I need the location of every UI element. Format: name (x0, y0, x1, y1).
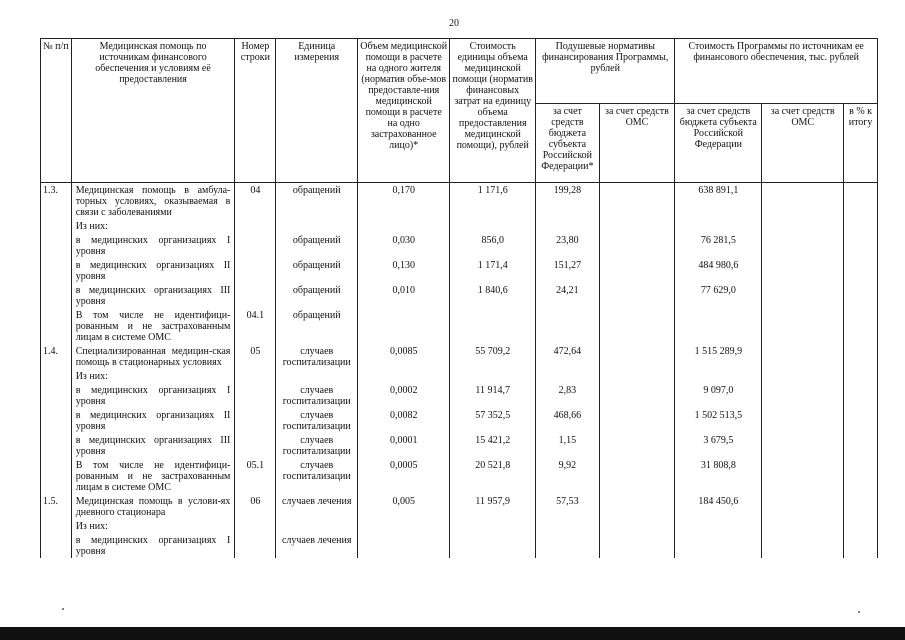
row-name: Специализированная медицин-ская помощь в стационарных условиях (71, 344, 235, 369)
row-name: в медицинских организациях III уровня (71, 433, 235, 458)
row-prog-budget: 76 281,5 (675, 233, 762, 258)
row-percap-budget (536, 308, 599, 344)
row-unit: случаев госпитализации (276, 458, 358, 494)
row-percap-budget: 9,92 (536, 458, 599, 494)
table-row (41, 408, 878, 433)
row-prog-budget (675, 369, 762, 383)
row-name: в медицинских организациях I уровня (71, 383, 235, 408)
table-row (41, 458, 878, 494)
row-percap-oms (599, 433, 675, 458)
row-name: В том числе не идентифици-рованным и не застрахованным лицам в системе ОМС (71, 458, 235, 494)
row-name: Из них: (71, 519, 235, 533)
row-prog-budget: 77 629,0 (675, 283, 762, 308)
row-percent (844, 183, 878, 220)
row-number (41, 433, 72, 458)
row-name: в медицинских организациях I уровня (71, 233, 235, 258)
row-unit: случаев госпитализации (276, 383, 358, 408)
row-unit (276, 219, 358, 233)
row-percap-budget: 151,27 (536, 258, 599, 283)
row-percap-budget: 472,64 (536, 344, 599, 369)
row-number (41, 219, 72, 233)
row-number: 1.5. (41, 494, 72, 519)
row-volume: 0,170 (358, 183, 450, 220)
row-prog-oms (762, 183, 844, 220)
row-number (41, 233, 72, 258)
row-name: Из них: (71, 219, 235, 233)
row-prog-budget: 484 980,6 (675, 258, 762, 283)
row-percap-oms (599, 183, 675, 220)
row-percent (844, 219, 878, 233)
row-prog-budget: 638 891,1 (675, 183, 762, 220)
row-number (41, 533, 72, 558)
scan-speck (62, 608, 64, 610)
row-volume: 0,0002 (358, 383, 450, 408)
row-volume: 0,130 (358, 258, 450, 283)
row-percap-budget (536, 369, 599, 383)
row-prog-oms (762, 219, 844, 233)
row-number (41, 458, 72, 494)
row-volume (358, 519, 450, 533)
row-percap-oms (599, 458, 675, 494)
row-code: 05.1 (235, 458, 276, 494)
header-unit: Единица измерения (276, 39, 358, 183)
scan-speck (858, 611, 860, 613)
row-volume: 0,0001 (358, 433, 450, 458)
row-unit: обращений (276, 233, 358, 258)
row-percap-oms (599, 233, 675, 258)
row-prog-budget (675, 519, 762, 533)
row-percent (844, 233, 878, 258)
header-prog-oms: за счет средств ОМС (762, 104, 844, 183)
financing-table (40, 38, 878, 558)
row-cost: 1 840,6 (450, 283, 536, 308)
header-cost: Стоимость единицы объема медицинской помощи (норматив финансовых затрат на единицу объема предоставления медицинской помощи), рублей (450, 39, 536, 183)
row-unit: обращений (276, 283, 358, 308)
row-name: в медицинских организациях I уровня (71, 533, 235, 558)
header-num: № п/п (41, 39, 72, 183)
row-code (235, 369, 276, 383)
row-code (235, 283, 276, 308)
row-cost (450, 308, 536, 344)
row-cost: 15 421,2 (450, 433, 536, 458)
row-percap-oms (599, 408, 675, 433)
table-row (41, 183, 878, 220)
row-name: в медицинских организациях III уровня (71, 283, 235, 308)
table-row (41, 433, 878, 458)
row-prog-budget: 31 808,8 (675, 458, 762, 494)
row-number (41, 283, 72, 308)
row-unit: случаев лечения (276, 533, 358, 558)
row-code (235, 219, 276, 233)
row-number (41, 369, 72, 383)
row-volume: 0,0005 (358, 458, 450, 494)
row-prog-oms (762, 533, 844, 558)
row-cost: 20 521,8 (450, 458, 536, 494)
table-row (41, 369, 878, 383)
row-prog-oms (762, 308, 844, 344)
row-percap-oms (599, 369, 675, 383)
row-cost (450, 519, 536, 533)
row-unit: случаев госпитализации (276, 408, 358, 433)
row-prog-budget: 1 502 513,5 (675, 408, 762, 433)
header-percapita-group: Подушевые нормативы финансирования Программы, рублей (536, 39, 675, 104)
row-prog-oms (762, 458, 844, 494)
row-percap-oms (599, 533, 675, 558)
row-volume (358, 219, 450, 233)
row-number: 1.3. (41, 183, 72, 220)
row-cost: 1 171,6 (450, 183, 536, 220)
row-code (235, 233, 276, 258)
row-number (41, 519, 72, 533)
row-unit: случаев лечения (276, 494, 358, 519)
row-unit: обращений (276, 258, 358, 283)
row-prog-budget (675, 533, 762, 558)
row-prog-budget (675, 308, 762, 344)
row-prog-budget: 184 450,6 (675, 494, 762, 519)
row-prog-budget (675, 219, 762, 233)
row-unit: случаев госпитализации (276, 433, 358, 458)
row-name: Медицинская помощь в амбула-торных условиях, оказываемая в связи с заболеваниями (71, 183, 235, 220)
header-volume: Объем медицинской помощи в расчете на одного жителя (норматив объе-мов предоставле-ния медицинской помощи в расчете на одно застрахованное лицо)* (358, 39, 450, 183)
table-row (41, 519, 878, 533)
row-volume: 0,0085 (358, 344, 450, 369)
row-code: 05 (235, 344, 276, 369)
row-cost: 55 709,2 (450, 344, 536, 369)
row-number (41, 383, 72, 408)
row-percap-oms (599, 283, 675, 308)
table-row (41, 494, 878, 519)
row-percent (844, 258, 878, 283)
scan-border-bar (0, 627, 905, 640)
row-percap-budget (536, 533, 599, 558)
row-cost (450, 533, 536, 558)
row-cost: 57 352,5 (450, 408, 536, 433)
row-name: Из них: (71, 369, 235, 383)
row-name: В том числе не идентифици-рованным и не застрахованным лицам в системе ОМС (71, 308, 235, 344)
row-prog-oms (762, 233, 844, 258)
row-percent (844, 408, 878, 433)
header-row: Номер строки (235, 39, 276, 183)
page-number: 20 (449, 18, 459, 29)
row-prog-oms (762, 258, 844, 283)
header-percap-oms: за счет средств ОМС (599, 104, 675, 183)
table-row (41, 533, 878, 558)
row-prog-budget: 3 679,5 (675, 433, 762, 458)
row-number (41, 258, 72, 283)
row-volume (358, 308, 450, 344)
row-number (41, 408, 72, 433)
row-percap-oms (599, 494, 675, 519)
table-row (41, 219, 878, 233)
row-code (235, 533, 276, 558)
row-unit: обращений (276, 308, 358, 344)
table-row (41, 383, 878, 408)
row-percap-budget: 2,83 (536, 383, 599, 408)
header-percent: в % к итогу (844, 104, 878, 183)
table-row (41, 258, 878, 283)
row-code (235, 258, 276, 283)
row-code: 04.1 (235, 308, 276, 344)
row-percap-oms (599, 344, 675, 369)
header-program-group: Стоимость Программы по источникам ее финансового обеспечения, тыс. рублей (675, 39, 878, 104)
row-percent (844, 433, 878, 458)
header-percap-budget: за счет средств бюджета субъекта Российской Федерации* (536, 104, 599, 183)
row-percap-budget: 468,66 (536, 408, 599, 433)
row-percap-budget: 23,80 (536, 233, 599, 258)
row-percap-oms (599, 519, 675, 533)
row-volume: 0,010 (358, 283, 450, 308)
row-cost: 1 171,4 (450, 258, 536, 283)
table-row (41, 233, 878, 258)
table-row (41, 344, 878, 369)
row-percap-budget: 1,15 (536, 433, 599, 458)
row-percent (844, 283, 878, 308)
row-volume: 0,0082 (358, 408, 450, 433)
row-volume (358, 533, 450, 558)
row-percent (844, 533, 878, 558)
row-percap-budget: 57,53 (536, 494, 599, 519)
row-cost: 856,0 (450, 233, 536, 258)
row-prog-oms (762, 519, 844, 533)
row-cost: 11 957,9 (450, 494, 536, 519)
table-body (41, 183, 878, 559)
row-code (235, 433, 276, 458)
row-code: 04 (235, 183, 276, 220)
row-percap-oms (599, 308, 675, 344)
row-percap-budget (536, 219, 599, 233)
row-volume: 0,030 (358, 233, 450, 258)
row-prog-oms (762, 344, 844, 369)
row-code (235, 408, 276, 433)
row-percent (844, 369, 878, 383)
row-code (235, 383, 276, 408)
row-unit (276, 519, 358, 533)
row-cost (450, 219, 536, 233)
row-percap-oms (599, 383, 675, 408)
row-cost (450, 369, 536, 383)
row-prog-oms (762, 494, 844, 519)
row-percent (844, 494, 878, 519)
row-prog-budget: 9 097,0 (675, 383, 762, 408)
row-prog-budget: 1 515 289,9 (675, 344, 762, 369)
row-prog-oms (762, 433, 844, 458)
table-row (41, 308, 878, 344)
table-row (41, 283, 878, 308)
row-code: 06 (235, 494, 276, 519)
row-name: в медицинских организациях II уровня (71, 408, 235, 433)
header-name: Медицинская помощь по источникам финансового обеспечения и условиям её предоставления (71, 39, 235, 183)
row-percap-budget: 24,21 (536, 283, 599, 308)
row-prog-oms (762, 369, 844, 383)
row-prog-oms (762, 283, 844, 308)
row-percap-oms (599, 219, 675, 233)
row-volume: 0,005 (358, 494, 450, 519)
header-prog-budget: за счет средств бюджета субъекта Российской Федерации (675, 104, 762, 183)
row-percent (844, 308, 878, 344)
row-prog-oms (762, 383, 844, 408)
table-header (41, 39, 878, 183)
row-number (41, 308, 72, 344)
row-unit: случаев госпитализации (276, 344, 358, 369)
row-percent (844, 519, 878, 533)
row-name: в медицинских организациях II уровня (71, 258, 235, 283)
row-cost: 11 914,7 (450, 383, 536, 408)
row-percent (844, 344, 878, 369)
row-unit: обращений (276, 183, 358, 220)
row-prog-oms (762, 408, 844, 433)
row-percap-budget (536, 519, 599, 533)
row-percap-oms (599, 258, 675, 283)
row-volume (358, 369, 450, 383)
row-name: Медицинская помощь в услови-ях дневного стационара (71, 494, 235, 519)
row-percent (844, 458, 878, 494)
row-unit (276, 369, 358, 383)
row-percap-budget: 199,28 (536, 183, 599, 220)
row-percent (844, 383, 878, 408)
row-number: 1.4. (41, 344, 72, 369)
row-code (235, 519, 276, 533)
